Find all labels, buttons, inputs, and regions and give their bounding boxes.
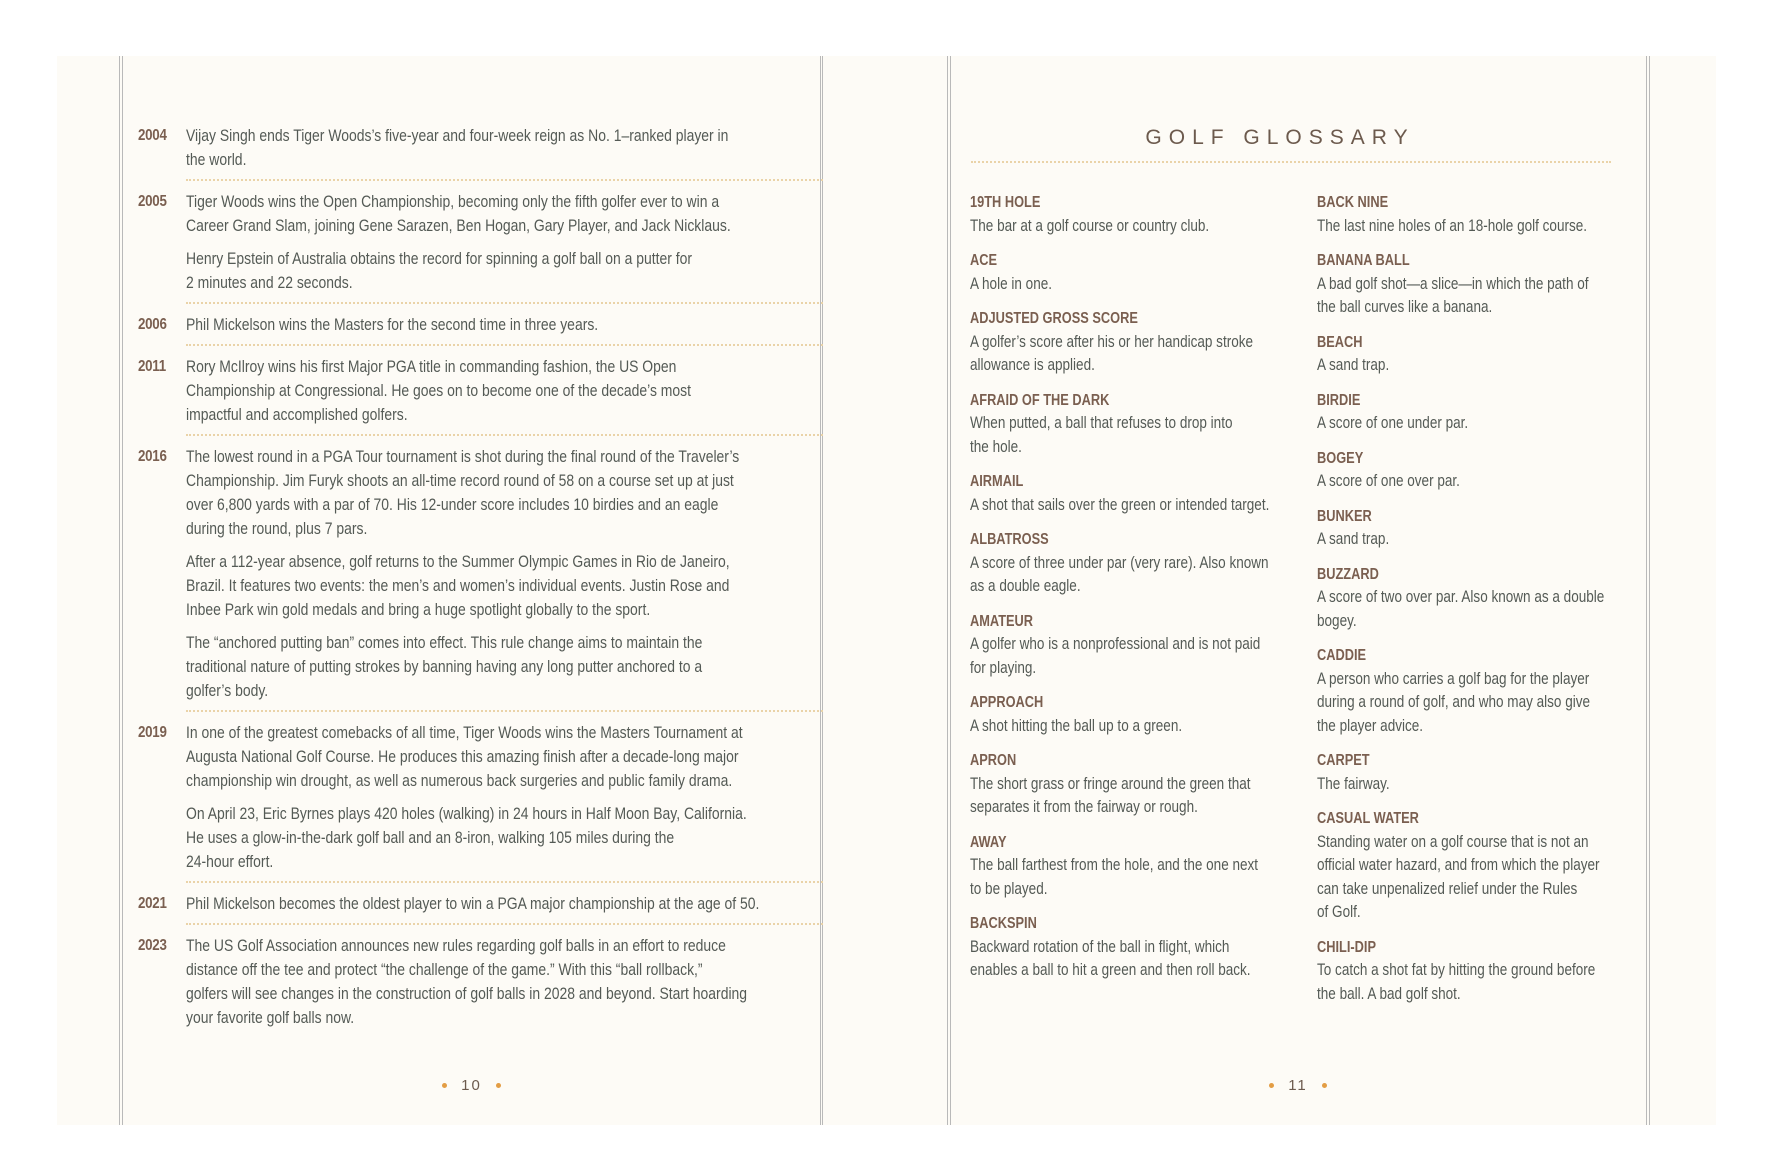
glossary-definition bbox=[1317, 215, 1645, 239]
text-line: A shot hitting the ball up to a green. bbox=[970, 716, 1183, 735]
gutter-border-right bbox=[947, 56, 948, 1125]
glossary-entry bbox=[970, 749, 1300, 820]
event-description bbox=[186, 550, 834, 622]
glossary-term: APPROACH bbox=[970, 694, 1044, 711]
glossary-definition bbox=[970, 215, 1298, 239]
timeline-event bbox=[138, 934, 823, 1039]
glossary-definition bbox=[970, 854, 1298, 901]
text-line: He uses a glow-in-the-dark golf ball and an 8-iron, walking 105 miles during the bbox=[186, 828, 675, 847]
event-year: 2023 bbox=[138, 937, 167, 954]
text-line: A score of two over par. Also known as a double bbox=[1317, 588, 1605, 606]
glossary-entry bbox=[1317, 749, 1647, 796]
event-description bbox=[186, 313, 834, 337]
glossary-term: ADJUSTED GROSS SCORE bbox=[970, 310, 1138, 327]
event-description bbox=[186, 247, 834, 295]
text-line: The US Golf Association announces new rules regarding golf balls in an effort to reduce bbox=[186, 936, 726, 955]
glossary-entry bbox=[970, 249, 1300, 296]
event-year: 2005 bbox=[138, 193, 167, 210]
glossary-definition bbox=[1317, 354, 1645, 378]
glossary-title: GOLF GLOSSARY bbox=[1145, 126, 1415, 149]
text-line: bogey. bbox=[1317, 611, 1357, 630]
glossary-entry bbox=[1317, 936, 1647, 1007]
text-line: for playing. bbox=[970, 658, 1037, 677]
text-line: The bar at a golf course or country club. bbox=[970, 216, 1210, 235]
text-line: your favorite golf balls now. bbox=[186, 1008, 355, 1027]
event-description bbox=[186, 802, 834, 874]
glossary-definition bbox=[1317, 470, 1645, 494]
glossary-entry bbox=[970, 610, 1300, 681]
glossary-definition bbox=[970, 633, 1298, 680]
left-page-border bbox=[119, 56, 120, 1125]
glossary-entry bbox=[970, 191, 1300, 238]
text-line: Inbee Park win gold medals and bring a huge spotlight globally to the sport. bbox=[186, 600, 651, 619]
glossary-definition bbox=[970, 412, 1298, 459]
glossary-definition bbox=[970, 936, 1298, 983]
page-number-text: 10 bbox=[461, 1077, 482, 1094]
glossary-term: CASUAL WATER bbox=[1317, 810, 1419, 827]
text-line: Career Grand Slam, joining Gene Sarazen, Ben Hogan, Gary Player, and Jack Nicklaus. bbox=[186, 216, 731, 235]
glossary-term: 19TH HOLE bbox=[970, 194, 1041, 211]
text-line: of Golf. bbox=[1317, 903, 1361, 921]
glossary-entry bbox=[970, 691, 1300, 738]
event-description bbox=[186, 892, 834, 916]
text-line: The lowest round in a PGA Tour tournament is shot during the final round of the Traveler’s bbox=[186, 447, 740, 466]
text-line: The fairway. bbox=[1317, 774, 1390, 793]
event-description bbox=[186, 124, 834, 172]
glossary-definition bbox=[970, 715, 1298, 739]
glossary-term: CHILI-DIP bbox=[1317, 938, 1377, 956]
timeline-event bbox=[138, 313, 823, 346]
glossary-definition bbox=[1317, 668, 1645, 739]
glossary-entry bbox=[1317, 505, 1647, 552]
text-line: 24-hour effort. bbox=[186, 852, 274, 871]
text-line: official water hazard, and from which the player bbox=[1317, 856, 1600, 874]
event-year: 2004 bbox=[138, 127, 167, 144]
glossary-entry bbox=[1317, 331, 1647, 378]
glossary-term: CADDIE bbox=[1317, 647, 1367, 664]
glossary-entry bbox=[970, 307, 1300, 378]
text-line: Vijay Singh ends Tiger Woods’s five-year and four-week reign as No. 1–ranked player in bbox=[186, 126, 729, 145]
text-line: separates it from the fairway or rough. bbox=[970, 798, 1198, 816]
text-line: the ball curves like a banana. bbox=[1317, 298, 1493, 316]
glossary-definition bbox=[1317, 586, 1645, 633]
text-line: Rory McIlroy wins his first Major PGA title in commanding fashion, the US Open bbox=[186, 357, 677, 376]
glossary-term: AIRMAIL bbox=[970, 473, 1024, 490]
glossary-entry bbox=[970, 912, 1300, 983]
event-year: 2006 bbox=[138, 316, 167, 333]
text-line: A person who carries a golf bag for the player bbox=[1317, 669, 1590, 688]
text-line: The short grass or fringe around the green that bbox=[970, 774, 1251, 793]
text-line: Tiger Woods wins the Open Championship, becoming only the fifth golfer ever to win a bbox=[186, 192, 720, 211]
glossary-entry bbox=[970, 528, 1300, 599]
text-line: golfers will see changes in the construction of golf balls in 2028 and beyond. Start hoarding bbox=[186, 984, 748, 1003]
glossary-definition bbox=[1317, 528, 1645, 552]
glossary-entry bbox=[1317, 249, 1647, 320]
text-line: enables a ball to hit a green and then roll back. bbox=[970, 961, 1251, 979]
glossary-entry bbox=[970, 470, 1300, 517]
text-line: A shot that sails over the green or intended target. bbox=[970, 495, 1270, 514]
glossary-entry bbox=[1317, 389, 1647, 436]
glossary-term: BUZZARD bbox=[1317, 565, 1379, 583]
glossary-term: AFRAID OF THE DARK bbox=[970, 391, 1110, 409]
glossary-entry bbox=[1317, 563, 1647, 634]
text-line: A hole in one. bbox=[970, 274, 1052, 293]
event-description bbox=[186, 190, 834, 238]
glossary-term: ALBATROSS bbox=[970, 531, 1049, 548]
glossary-entry bbox=[1317, 644, 1647, 738]
glossary-definition bbox=[1317, 412, 1645, 436]
bullet-dot-icon bbox=[442, 1083, 447, 1088]
text-line: Standing water on a golf course that is not an bbox=[1317, 832, 1589, 851]
text-line: A score of one over par. bbox=[1317, 472, 1460, 490]
text-line: Phil Mickelson becomes the oldest player to win a PGA major championship at the age of 50. bbox=[186, 894, 760, 913]
text-line: A sand trap. bbox=[1317, 356, 1390, 374]
glossary-term: ACE bbox=[970, 252, 998, 269]
text-line: the hole. bbox=[970, 437, 1022, 456]
text-line: the world. bbox=[186, 150, 247, 169]
right-page-border bbox=[1649, 56, 1650, 1125]
timeline-event bbox=[138, 445, 823, 712]
glossary-definition bbox=[1317, 273, 1645, 320]
text-line: Henry Epstein of Australia obtains the record for spinning a golf ball on a putter for bbox=[186, 249, 693, 268]
text-line: A golfer who is a nonprofessional and is not paid bbox=[970, 635, 1261, 653]
left-page bbox=[123, 56, 820, 1125]
title-divider bbox=[971, 161, 1611, 163]
glossary-entry bbox=[970, 831, 1300, 902]
event-year: 2019 bbox=[138, 724, 167, 741]
text-line: The ball farthest from the hole, and the one next bbox=[970, 856, 1259, 874]
glossary-term: AMATEUR bbox=[970, 612, 1034, 630]
glossary-term: BANANA BALL bbox=[1317, 252, 1410, 269]
text-line: allowance is applied. bbox=[970, 356, 1095, 374]
event-description bbox=[186, 631, 834, 703]
text-line: After a 112-year absence, golf returns to the Summer Olympic Games in Rio de Janeiro, bbox=[186, 552, 730, 571]
text-line: When putted, a ball that refuses to drop into bbox=[970, 414, 1233, 432]
glossary-definition bbox=[1317, 773, 1645, 797]
text-line: A score of three under par (very rare). Also known bbox=[970, 553, 1269, 572]
text-line: during a round of golf, and who may also give bbox=[1317, 693, 1591, 711]
text-line: A bad golf shot—a slice—in which the path of bbox=[1317, 274, 1589, 293]
glossary-term: BACKSPIN bbox=[970, 915, 1037, 932]
text-line: A score of one under par. bbox=[1317, 414, 1469, 432]
page-number bbox=[950, 1076, 1646, 1096]
text-line: A golfer’s score after his or her handicap stroke bbox=[970, 332, 1254, 351]
event-year: 2021 bbox=[138, 895, 167, 912]
glossary-definition bbox=[1317, 831, 1645, 925]
text-line: to be played. bbox=[970, 879, 1048, 898]
text-line: A sand trap. bbox=[1317, 530, 1390, 548]
glossary-term: BUNKER bbox=[1317, 507, 1372, 525]
text-line: To catch a shot fat by hitting the ground before bbox=[1317, 961, 1596, 979]
text-line: golfer’s body. bbox=[186, 681, 269, 700]
page-number-text: 11 bbox=[1288, 1077, 1308, 1094]
glossary-definition bbox=[970, 494, 1298, 518]
timeline-event bbox=[138, 190, 823, 304]
glossary-column-2 bbox=[1317, 191, 1647, 1017]
glossary-term: BACK NINE bbox=[1317, 194, 1389, 211]
text-line: Backward rotation of the ball in flight, which bbox=[970, 937, 1230, 956]
text-line: The “anchored putting ban” comes into effect. This rule change aims to maintain the bbox=[186, 633, 703, 652]
text-line: Phil Mickelson wins the Masters for the second time in three years. bbox=[186, 315, 599, 334]
timeline-event bbox=[138, 721, 823, 883]
timeline-event bbox=[138, 892, 823, 925]
glossary-entry bbox=[1317, 191, 1647, 238]
glossary-term: AWAY bbox=[970, 833, 1007, 851]
glossary-term: BOGEY bbox=[1317, 449, 1364, 467]
glossary-entry bbox=[1317, 447, 1647, 494]
text-line: Augusta National Golf Course. He produces this amazing finish after a decade-long major bbox=[186, 747, 739, 766]
text-line: the player advice. bbox=[1317, 716, 1424, 735]
glossary-entry bbox=[1317, 807, 1647, 925]
glossary-term: APRON bbox=[970, 752, 1017, 769]
text-line: the ball. A bad golf shot. bbox=[1317, 984, 1461, 1003]
event-description bbox=[186, 445, 834, 541]
golf-timeline bbox=[138, 124, 823, 1048]
text-line: during the round, plus 7 pars. bbox=[186, 519, 368, 538]
text-line: as a double eagle. bbox=[970, 577, 1081, 595]
bullet-dot-icon bbox=[496, 1083, 501, 1088]
glossary-definition bbox=[970, 552, 1298, 599]
event-description bbox=[186, 355, 834, 427]
right-page bbox=[950, 56, 1646, 1125]
glossary-entry bbox=[970, 389, 1300, 460]
glossary-term: BIRDIE bbox=[1317, 391, 1361, 409]
event-year: 2011 bbox=[138, 358, 166, 375]
page-number bbox=[123, 1076, 820, 1096]
timeline-event bbox=[138, 124, 823, 181]
event-description bbox=[186, 934, 834, 1030]
glossary-definition bbox=[970, 273, 1298, 297]
text-line: Brazil. It features two events: the men’s and women’s individual events. Justin Rose and bbox=[186, 576, 730, 595]
text-line: traditional nature of putting strokes by banning having any long putter anchored to a bbox=[186, 657, 703, 676]
bullet-dot-icon bbox=[1322, 1083, 1327, 1088]
text-line: can take unpenalized relief under the Rules bbox=[1317, 879, 1578, 898]
text-line: distance off the tee and protect “the challenge of the game.” With this “ball rollback,” bbox=[186, 960, 703, 979]
text-line: 2 minutes and 22 seconds. bbox=[186, 273, 353, 292]
glossary-column-1 bbox=[970, 191, 1300, 994]
text-line: championship win drought, as well as numerous back surgeries and public family drama. bbox=[186, 771, 733, 790]
text-line: Championship at Congressional. He goes on to become one of the decade’s most bbox=[186, 381, 691, 400]
glossary-term: BEACH bbox=[1317, 333, 1363, 351]
text-line: The last nine holes of an 18-hole golf course. bbox=[1317, 216, 1588, 235]
text-line: impactful and accomplished golfers. bbox=[186, 405, 408, 424]
text-line: In one of the greatest comebacks of all time, Tiger Woods wins the Masters Tournament at bbox=[186, 723, 743, 742]
event-description bbox=[186, 721, 834, 793]
timeline-event bbox=[138, 355, 823, 436]
text-line: On April 23, Eric Byrnes plays 420 holes (walking) in 24 hours in Half Moon Bay, California. bbox=[186, 804, 747, 823]
text-line: Championship. Jim Furyk shoots an all-time record round of 58 on a course set up at just bbox=[186, 471, 734, 490]
bullet-dot-icon bbox=[1269, 1083, 1274, 1088]
text-line: over 6,800 yards with a par of 70. His 12-under score includes 10 birdies and an eagle bbox=[186, 495, 719, 514]
glossary-definition bbox=[1317, 959, 1645, 1006]
glossary-definition bbox=[970, 773, 1298, 820]
glossary-definition bbox=[970, 331, 1298, 378]
glossary-term: CARPET bbox=[1317, 752, 1370, 769]
event-year: 2016 bbox=[138, 448, 167, 465]
